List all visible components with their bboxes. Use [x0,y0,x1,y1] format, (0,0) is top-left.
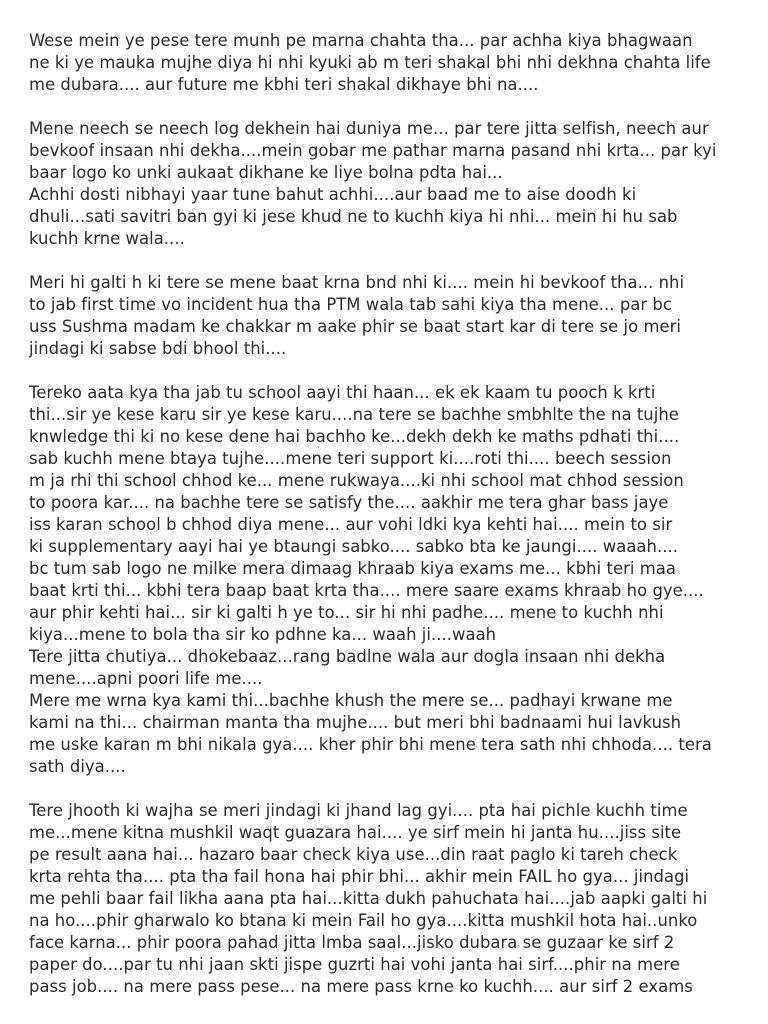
text-line: Achhi dosti nibhayi yaar tune bahut achhi....aur baad me to aise doodh ki [29,185,637,204]
text-line: ki supplementary aayi hai ye btaungi sabko.... sabko bta ke jaungi.... waaah.... [29,537,679,556]
text-line: aur phir kehti hai... sir ki galti h ye to... sir hi nhi padhe.... mene to kuchh nhi [29,603,664,622]
text-line: me...mene kitna mushkil waqt guazara hai.... ye sirf mein hi janta hu....jiss site [29,823,682,842]
text-line: Mere me wrna kya kami thi...bachhe khush the mere se... padhayi krwane me [29,691,673,710]
text-line: Wese mein ye pese tere munh pe marna chahta tha... par achha kiya bhagwaan [29,31,693,50]
text-line: to jab first time vo incident hua tha PTM wala tab sahi kiya tha mene... par bc [29,295,672,314]
text-line: dhuli...sati savitri ban gyi ki jese khud ne to kuchh kiya hi nhi... mein hi hu sab [29,207,678,226]
text-line: kami na thi... chairman manta tha mujhe.... but meri bhi badnaami hui lavkush [29,713,682,732]
text-line: baat krti thi... kbhi tera baap baat krta tha.... mere saare exams khraab ho gye.... [29,581,704,600]
text-line: Meri hi galti h ki tere se mene baat krna bnd nhi ki.... mein hi bevkoof tha... nhi [29,273,685,292]
text-line: sab kuchh mene btaya tujhe....mene teri support ki....roti thi.... beech session [29,449,672,468]
text-line: bevkoof insaan nhi dekha....mein gobar me pathar marna pasand nhi krta... par kyi [29,141,717,160]
text-line: Tere jhooth ki wajha se meri jindagi ki jhand lag gyi.... pta hai pichle kuchh time [29,801,688,820]
text-line: bc tum sab logo ne milke mera dimaag khraab kiya exams me... kbhi teri maa [29,559,676,578]
text-line: jindagi ki sabse bdi bhool thi.... [29,339,287,358]
text-line: uss Sushma madam ke chakkar m aake phir se baat start kar di tere se jo meri [29,317,682,336]
text-line: face karna... phir poora pahad jitta lmba saal...jisko dubara se guzaar ke sirf 2 [29,933,675,952]
text-line: paper do....par tu nhi jaan skti jispe guzrti hai vohi janta hai sirf....phir na mere [29,955,680,974]
text-line: Tere jitta chutiya... dhokebaaz...rang badlne wala aur dogla insaan nhi dekha [29,647,666,666]
paragraph-gap [29,360,746,382]
text-line: baar logo ko unki aukaat dikhane ke liye bolna pdta hai... [29,163,503,182]
text-line: Tereko aata kya tha jab tu school aayi thi haan... ek ek kaam tu pooch k krti [29,383,656,402]
paragraph-gap [29,250,746,272]
text-line: thi...sir ye kese karu sir ye kese karu....na tere se bachhe smbhlte the na tujhe [29,405,679,424]
text-line: krta rehta tha.... pta tha fail hona hai phir bhi... akhir mein FAIL ho gya... jindagi [29,867,690,886]
text-line: knwledge thi ki no kese dene hai bachho ke...dekh dekh ke maths pdhati thi.... [29,427,680,446]
text-line: to poora kar.... na bachhe tere se satisfy the.... aakhir me tera ghar bass jaye [29,493,669,512]
text-line: na ho....phir gharwalo ko btana ki mein Fail ho gya....kitta mushkil hota hai..unko [29,911,698,930]
paragraph-gap [29,96,746,118]
paragraph-gap [29,778,746,800]
text-line: pe result aana hai... hazaro baar check kiya use...din raat paglo ki tareh check [29,845,678,864]
text-line: ne ki ye mauka mujhe diya hi nhi kyuki ab m teri shakal bhi nhi dekhna chahta life [29,53,711,72]
text-line: sath diya.... [29,757,126,776]
text-line: mene....apni poori life me.... [29,669,263,688]
text-line: m ja rhi thi school chhod ke... mene rukwaya....ki nhi school mat chhod session [29,471,684,490]
text-line: kuchh krne wala.... [29,229,185,248]
text-line: iss karan school b chhod diya mene... aur vohi ldki kya kehti hai.... mein to sir [29,515,673,534]
text-line: me dubara.... aur future me kbhi teri shakal dikhaye bhi na.... [29,75,539,94]
text-line: kiya...mene to bola tha sir ko pdhne ka... waah ji....waah [29,625,497,644]
text-line: pass job.... na mere pass pese... na mere pass krne ko kuchh.... aur sirf 2 exams [29,977,693,996]
text-line: me pehli baar fail likha aana pta hai...kitta dukh pahuchata hai....jab aapki galti hi [29,889,708,908]
text-line: Mene neech se neech log dekhein hai duniya me... par tere jitta selfish, neech aur [29,119,709,138]
text-line: me uske karan m bhi nikala gya.... kher phir bhi mene tera sath nhi chhoda.... tera [29,735,712,754]
